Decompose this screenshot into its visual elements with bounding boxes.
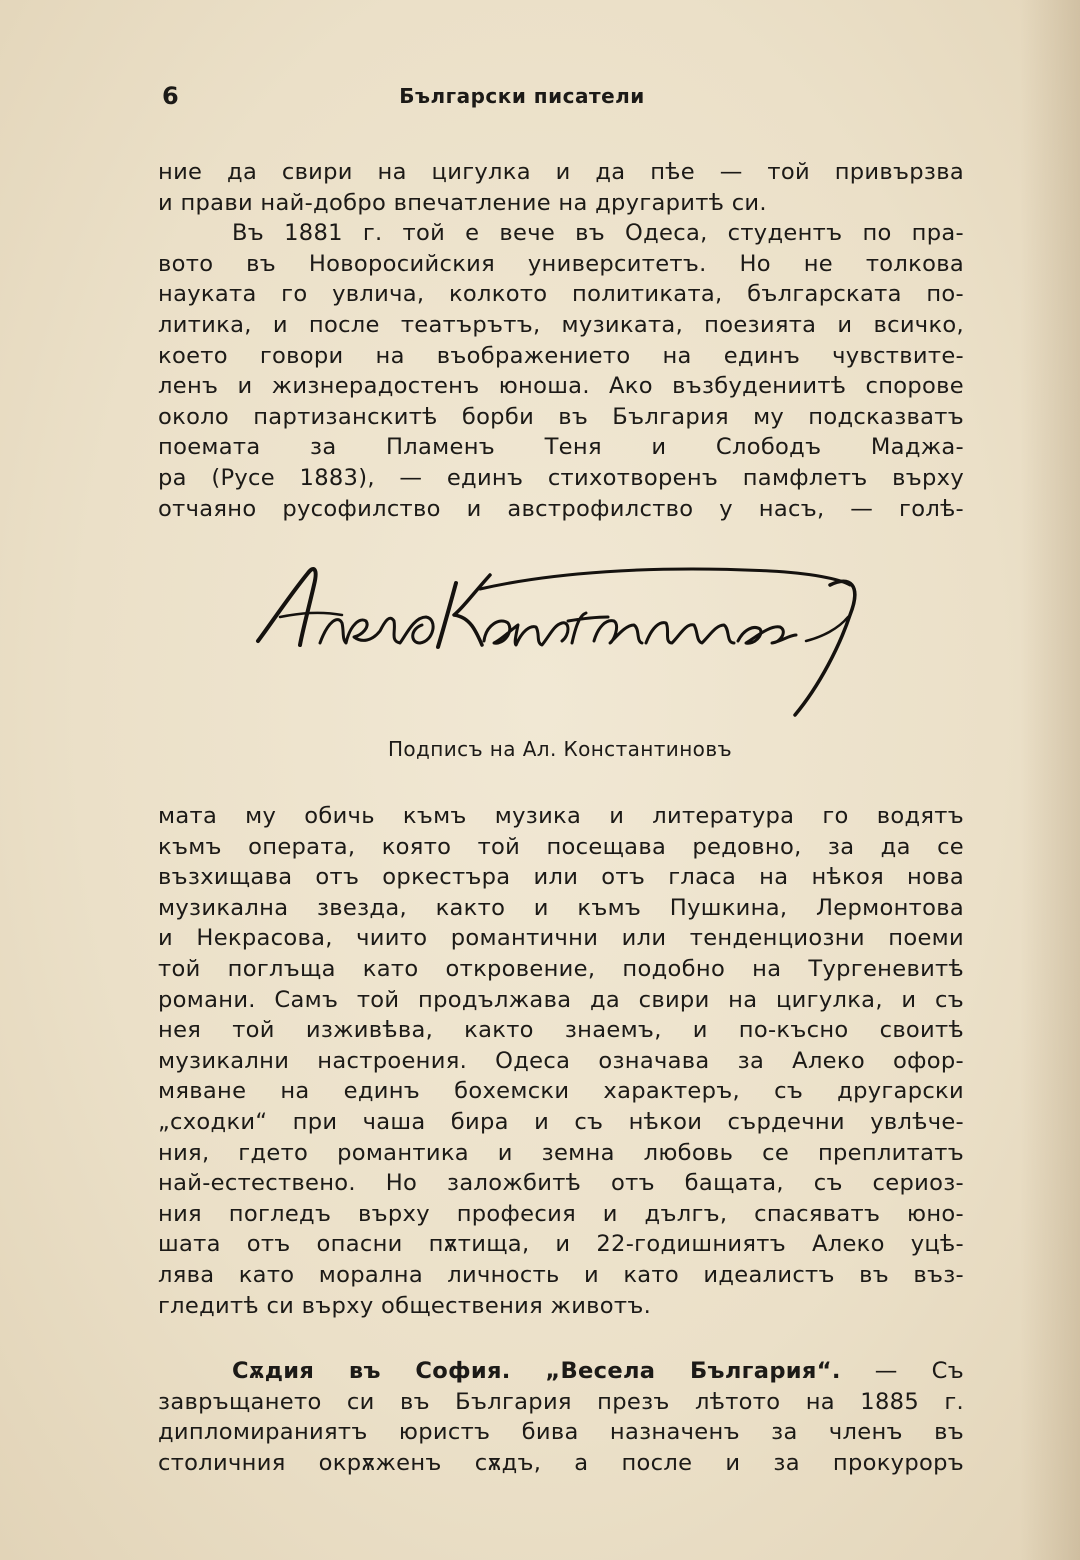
text-line: мяване на единъ бохемски характеръ, съ другарски (158, 1078, 964, 1105)
text-line: литика, и после театърътъ, музиката, поезията и всичко, (158, 311, 964, 338)
text-line: дипломираниятъ юристъ бива назначенъ за членъ въ (158, 1419, 964, 1446)
page-edge-shadow (1020, 0, 1080, 1560)
text-block-middle (158, 801, 964, 1321)
text-line: и прави най-добро впечатление на другаритѣ си. (158, 189, 767, 216)
text-line: романи. Самъ той продължава да свири на цигулка, и съ (158, 986, 964, 1013)
text-line: поемата за Пламенъ Теня и Слободъ Маджа- (158, 434, 964, 461)
text-line: нея той изживѣва, както знаемъ, и по-късно своитѣ (158, 1017, 964, 1044)
text-line: лява като морална личность и като идеалистъ въ въз- (158, 1261, 964, 1288)
text-block-top (158, 157, 964, 524)
text-line: най-естествено. Но заложбитѣ отъ бащата, съ сериоз- (158, 1170, 964, 1197)
page-number: 6 (162, 82, 179, 110)
text-line: той поглъща като откровение, подобно на Тургеневитѣ (158, 955, 964, 982)
section-heading: Сѫдия въ София. „Весела България“. (232, 1358, 841, 1384)
section-heading-continuation: — Съ (840, 1358, 965, 1384)
text-line: музикални настроения. Одеса означава за Алеко офор- (158, 1047, 964, 1074)
text-line: ние да свири на цигулка и да пѣе — той привързва (158, 159, 964, 185)
text-line: ленъ и жизнерадостенъ юноша. Ако възбудениитѣ спорове (158, 373, 964, 400)
text-line: науката го увлича, колкото политиката, българската по- (158, 281, 964, 308)
text-line: възхищава отъ оркестъра или отъ гласа на нѣкоя нова (158, 864, 964, 891)
running-title: Български писатели (399, 84, 645, 108)
text-line: ния, гдето романтика и земна любовь се преплитатъ (158, 1139, 964, 1166)
text-line: и Некрасова, чиито романтични или тенденциозни поеми (158, 925, 964, 952)
text-line: музикална звезда, както и къмъ Пушкина, Лермонтова (158, 894, 964, 921)
handwritten-signature (250, 555, 870, 730)
running-header (162, 82, 962, 116)
text-line: Въ 1881 г. той е вече въ Одеса, студентъ по пра- (232, 220, 964, 247)
text-line: къмъ операта, която той посещава редовно, за да се (158, 833, 964, 860)
text-line: гледитѣ си върху обществения животъ. (158, 1292, 652, 1319)
text-line: което говори на въображението на единъ чувствите- (158, 342, 964, 369)
text-block-section (158, 1356, 964, 1478)
text-line: „сходки“ при чаша бира и съ нѣкои сърдечни увлѣче- (158, 1108, 964, 1135)
text-line: отчаяно русофилство и австрофилство у насъ, — голѣ- (158, 495, 964, 522)
text-line: вото въ Новоросийския университетъ. Но не толкова (158, 250, 964, 277)
text-line: ра (Русе 1883), — единъ стихотворенъ памфлетъ върху (158, 464, 964, 491)
signature-caption: Подписъ на Ал. Константиновъ (387, 737, 733, 761)
text-line: столичния окрѫженъ сѫдъ, а после и за прокуроръ (158, 1449, 964, 1476)
text-line: завръщането си въ България презъ лѣтото на 1885 г. (158, 1388, 964, 1415)
text-line: мата му обичь къмъ музика и литература го водятъ (158, 803, 964, 829)
section-first-line (158, 1356, 964, 1387)
text-line: шата отъ опасни пѫтища, и 22-годишниятъ Алеко уцѣ- (158, 1231, 964, 1258)
text-line: около партизанскитѣ борби въ България му подсказватъ (158, 403, 964, 430)
text-line: ния погледъ върху професия и дългъ, спасяватъ юно- (158, 1200, 964, 1227)
